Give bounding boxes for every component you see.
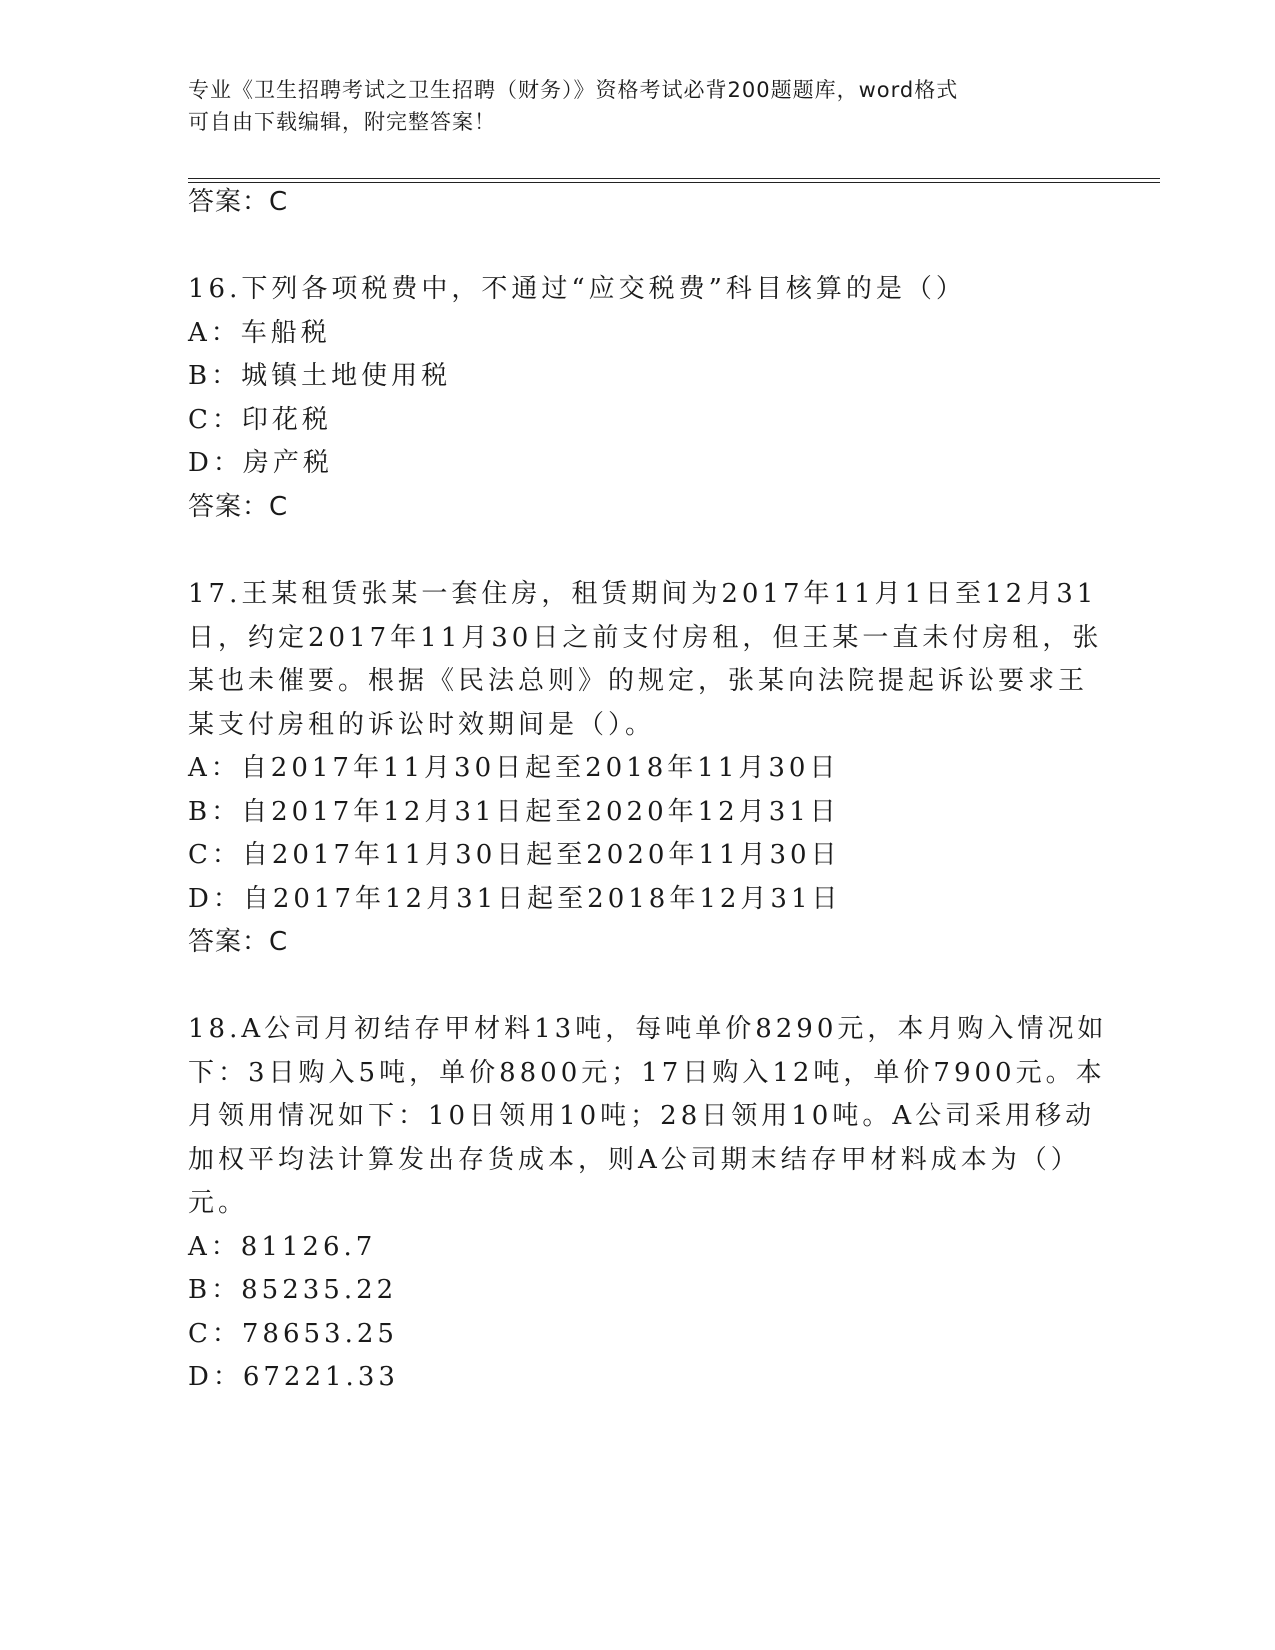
document-header — [188, 74, 1088, 138]
q17-stem-line2: 日，约定2017年11月30日之前支付房租，但王某一直未付房租，张 — [188, 623, 1103, 653]
q16-option-b: B：城镇土地使用税 — [188, 361, 452, 391]
previous-answer: 答案：C — [188, 187, 289, 217]
q17-answer: 答案：C — [188, 927, 289, 957]
q18-option-b: B：85235.22 — [188, 1275, 398, 1305]
q16-answer: 答案：C — [188, 492, 289, 522]
q17-stem-line1: 17.王某租赁张某一套住房，租赁期间为2017年11月1日至12月31 — [188, 579, 1098, 609]
q18-option-d: D：67221.33 — [188, 1362, 399, 1392]
header-title-line1: 专业《卫生招聘考试之卫生招聘（财务）》资格考试必背200题题库，word格式 — [188, 78, 959, 102]
q16-option-c: C：印花税 — [188, 405, 332, 435]
q18-stem-line3: 月领用情况如下：10日领用10吨；28日领用10吨。A公司采用移动 — [188, 1101, 1096, 1131]
q17-option-a: A：自2017年11月30日起至2018年11月30日 — [188, 753, 840, 783]
q17-option-b: B：自2017年12月31日起至2020年12月31日 — [188, 797, 840, 827]
q18-stem-line4: 加权平均法计算发出存货成本，则A公司期末结存甲材料成本为（） — [188, 1145, 1081, 1175]
q17-option-d: D：自2017年12月31日起至2018年12月31日 — [188, 884, 842, 914]
q17-stem-line4: 某支付房租的诉讼时效期间是（）。 — [188, 710, 656, 740]
header-divider-top — [188, 178, 1160, 179]
q18-option-c: C：78653.25 — [188, 1319, 398, 1349]
q18-stem-line1: 18.A公司月初结存甲材料13吨，每吨单价8290元，本月购入情况如 — [188, 1014, 1108, 1044]
q18-stem-line5: 元。 — [188, 1188, 249, 1218]
q18-option-a: A：81126.7 — [188, 1232, 377, 1262]
q17-stem-line3: 某也未催要。根据《民法总则》的规定，张某向法院提起诉讼要求王 — [188, 666, 1089, 696]
header-title-line2: 可自由下载编辑，附完整答案！ — [188, 110, 496, 134]
q18-stem-line2: 下：3日购入5吨，单价8800元；17日购入12吨，单价7900元。本 — [188, 1058, 1106, 1088]
q17-option-c: C：自2017年11月30日起至2020年11月30日 — [188, 840, 841, 870]
header-divider-bottom — [188, 182, 1160, 183]
q16-stem: 16.下列各项税费中，不通过“应交税费”科目核算的是（） — [188, 274, 966, 304]
q16-option-d: D：房产税 — [188, 448, 333, 478]
q16-option-a: A：车船税 — [188, 318, 331, 348]
